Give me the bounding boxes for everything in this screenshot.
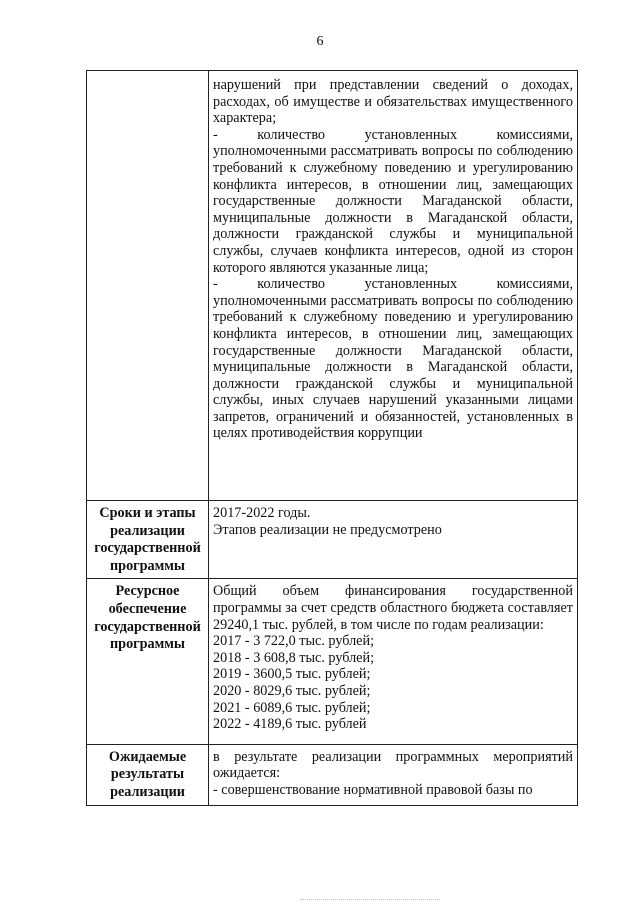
table-row-timeline bbox=[87, 501, 578, 579]
result-paragraph: в результате реализации программных мероприятий ожидается: bbox=[213, 748, 573, 782]
row-label-timeline: Сроки и этапы реализации государственной программы bbox=[87, 501, 209, 579]
timeline-years: 2017-2022 годы. bbox=[213, 505, 311, 521]
table-row-indicators-continued bbox=[87, 71, 578, 501]
table-row-expected-results bbox=[87, 744, 578, 805]
funding-year-line: 2017 - 3 722,0 тыс. рублей; bbox=[213, 633, 375, 650]
row-label-funding: Ресурсное обеспечение государственной программы bbox=[87, 579, 209, 744]
timeline-stages: Этапов реализации не предусмотрено bbox=[213, 521, 442, 538]
page-number: 6 bbox=[316, 34, 324, 49]
row-label-expected-results: Ожидаемые результаты реализации bbox=[87, 744, 209, 805]
timeline-content bbox=[209, 501, 578, 579]
funding-intro: Общий объем финансирования государственной программы за счет средств областного бюджета составляет 29240,1 тыс. рублей, в том числе по годам реализации: bbox=[213, 583, 573, 633]
table-row-funding bbox=[87, 579, 578, 744]
funding-year-line: 2021 - 6089,6 тыс. рублей; bbox=[213, 699, 371, 716]
funding-content bbox=[209, 579, 578, 744]
indicators-content bbox=[209, 71, 578, 501]
funding-year-line: 2019 - 3600,5 тыс. рублей; bbox=[213, 666, 371, 683]
funding-year-line: 2020 - 8029,6 тыс. рублей; bbox=[213, 682, 371, 699]
result-paragraph: - совершенствование нормативной правовой базы по bbox=[213, 781, 533, 798]
expected-results-content bbox=[209, 744, 578, 805]
indicator-paragraph: - количество установленных комиссиями, уполномоченными рассматривать вопросы по соблюдению требований к служебному поведению и урегулированию конфликта интересов, в отношении лиц, замещающих государственные должности Магаданской области, муниципальные должности в Магаданской области, должности гражданской службы и муниципальной службы, случаев конфликта интересов, одной из сторон которого являются указанные лица; bbox=[213, 126, 573, 276]
indicator-paragraph: - количество установленных комиссиями, уполномоченными рассматривать вопросы по соблюдению требований к служебному поведению и урегулированию конфликта интересов, в отношении лиц, замещающих государственные должности Магаданской области, муниципальные должности в Магаданской области, должности гражданской службы и муниципальной службы, иных случаев нарушений указанными лицами запретов, ограничений и обязанностей, установленных в целях противодействия коррупции bbox=[213, 276, 573, 442]
indicator-paragraph: нарушений при представлении сведений о доходах, расходах, об имуществе и обязательствах имущественного характера; bbox=[213, 77, 573, 127]
scan-artifact-line bbox=[300, 899, 440, 901]
row-label-empty bbox=[87, 71, 209, 501]
funding-year-line: 2022 - 4189,6 тыс. рублей bbox=[213, 716, 367, 733]
funding-year-line: 2018 - 3 608,8 тыс. рублей; bbox=[213, 649, 375, 666]
program-passport-table bbox=[86, 70, 578, 806]
